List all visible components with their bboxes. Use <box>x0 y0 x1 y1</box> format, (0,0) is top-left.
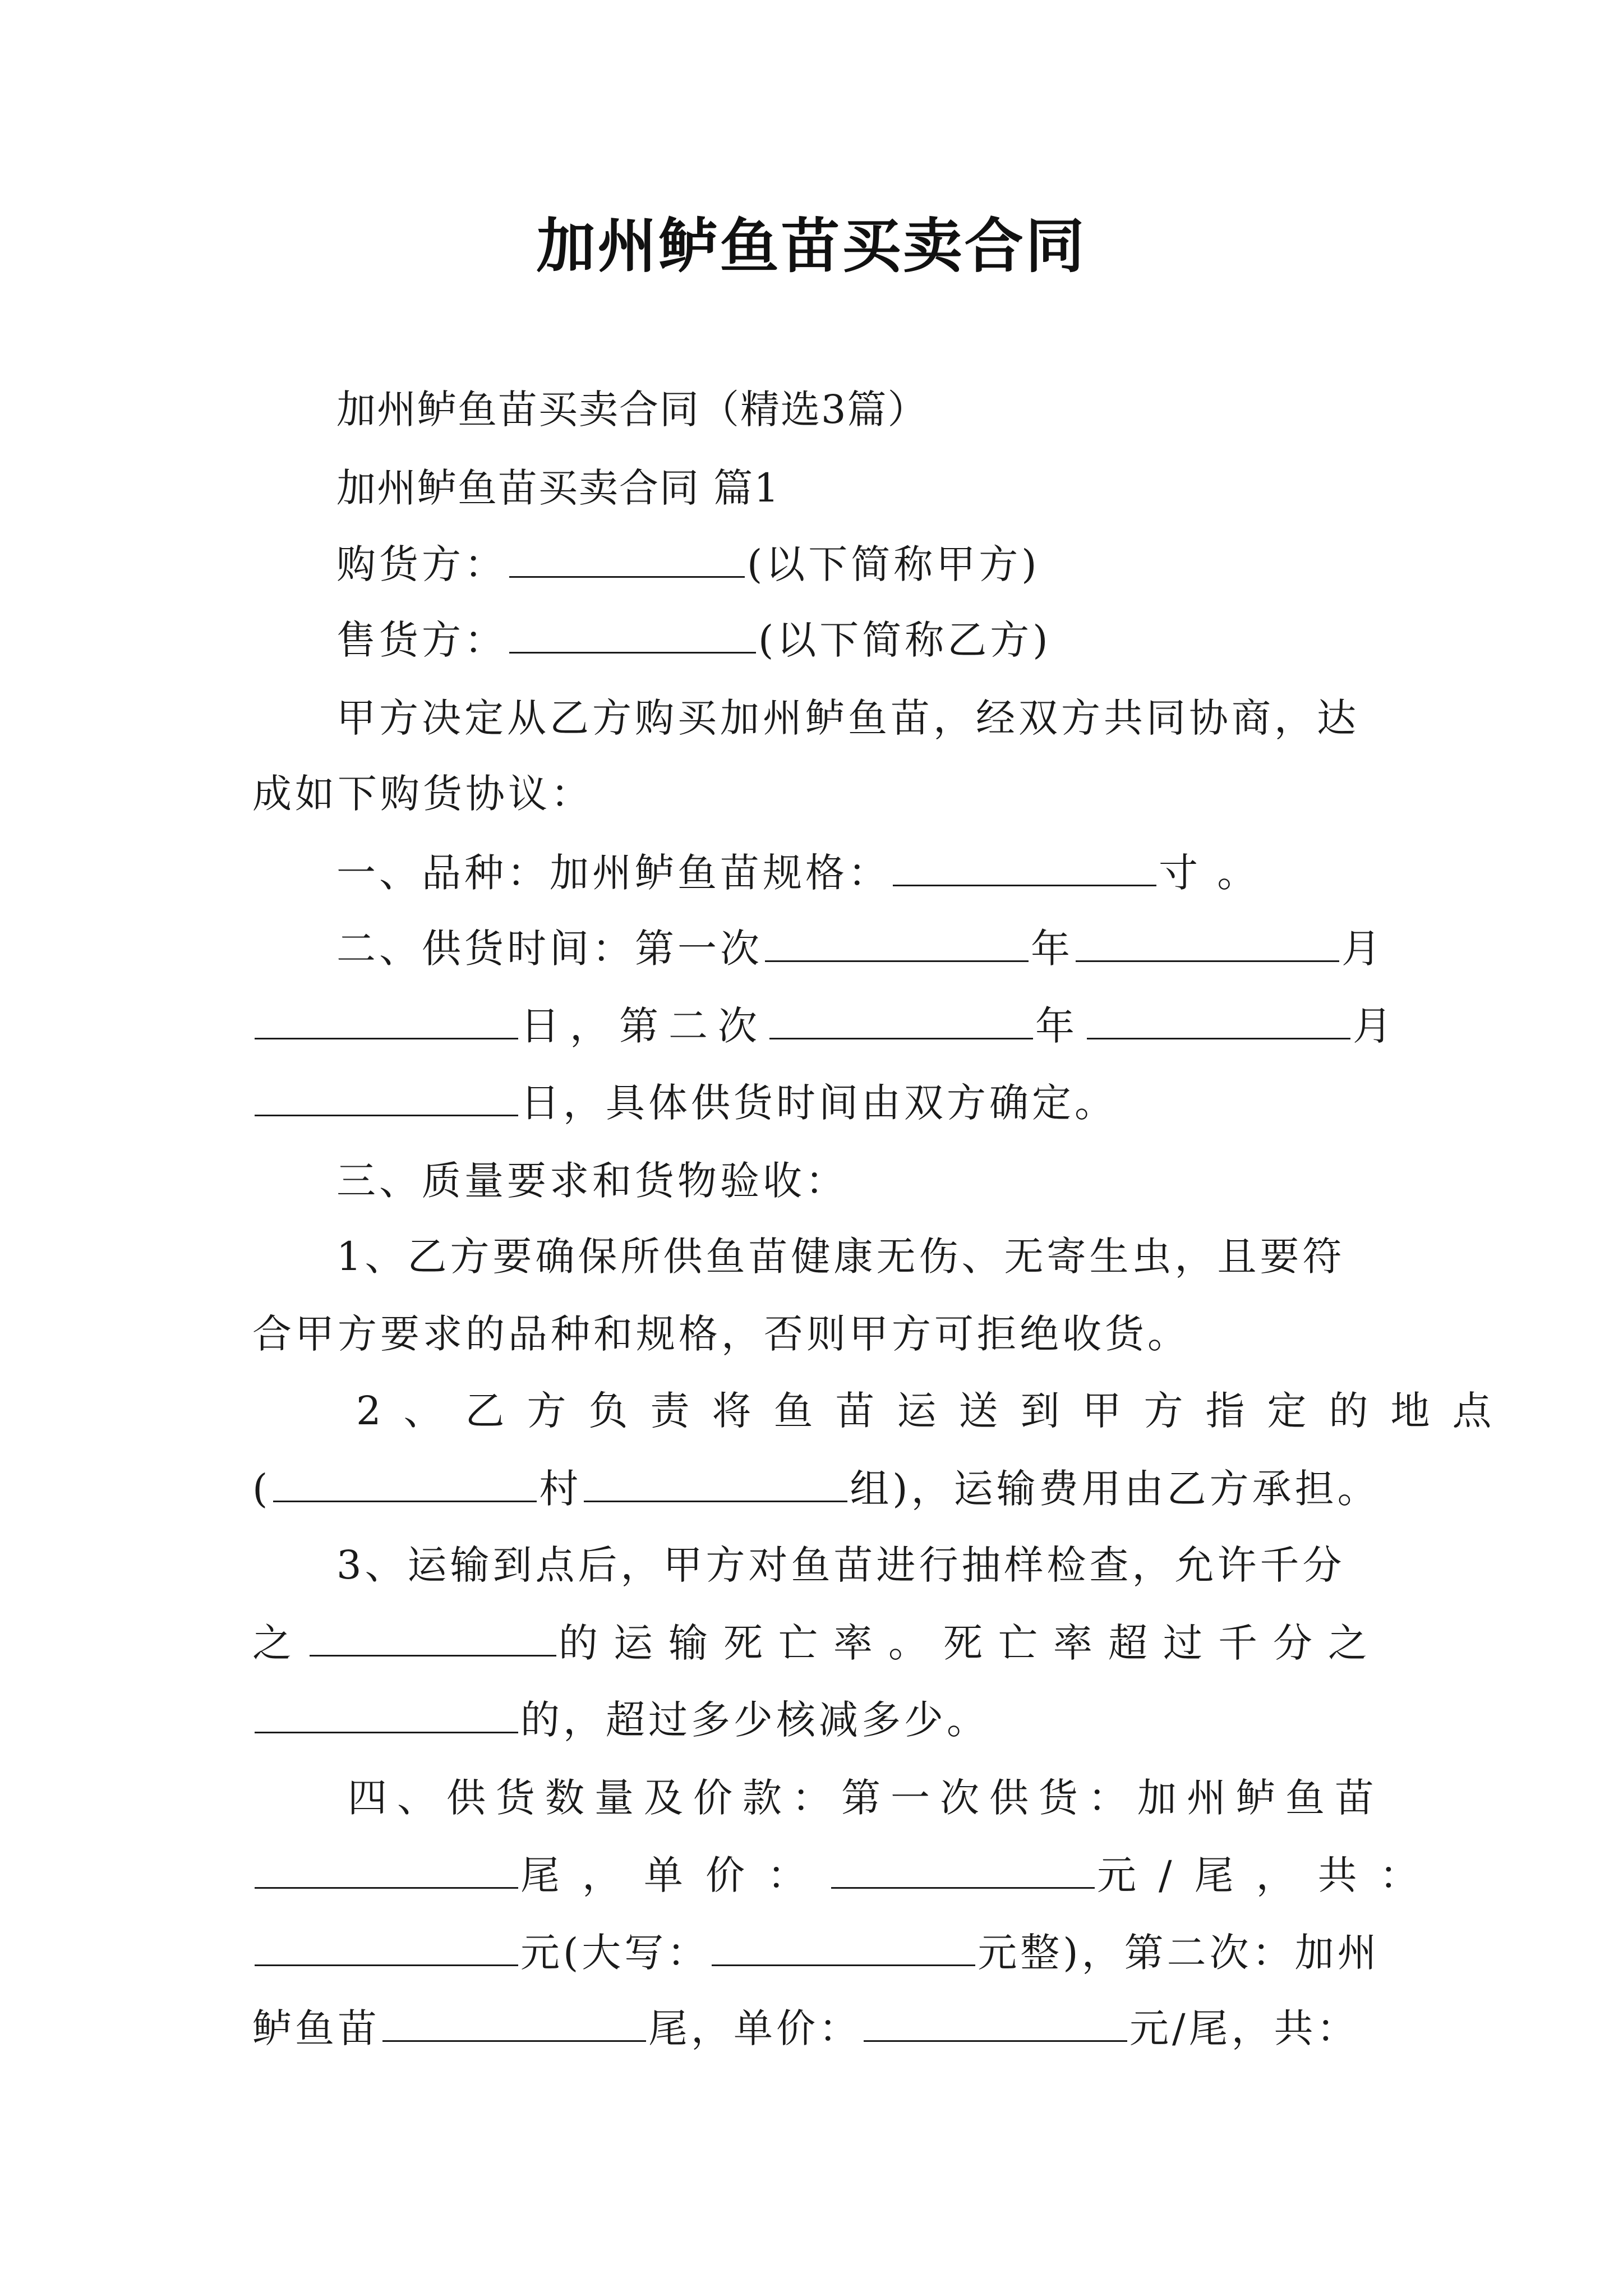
month-blank <box>1076 920 1339 962</box>
text: 之 <box>252 1620 307 1666</box>
unit-price-blank <box>864 2000 1127 2042</box>
text: 四、供货数量及价款：第一次供货：加州鲈鱼苗 <box>348 1775 1384 1821</box>
day-blank <box>255 997 518 1039</box>
text: 组)，运输费用由乙方承担。 <box>850 1466 1380 1512</box>
text: 一、品种：加州鲈鱼苗规格： <box>336 850 891 896</box>
supply-time-line <box>252 1074 1374 1131</box>
village-blank <box>273 1460 537 1502</box>
text: 日，第二次 <box>520 1003 767 1049</box>
paragraph-line <box>252 1306 1374 1362</box>
text: 月 <box>1353 1003 1402 1049</box>
text: 尾，单价： <box>520 1852 829 1898</box>
variety-line <box>336 844 1458 901</box>
section-heading <box>336 1153 1458 1209</box>
year-blank <box>769 997 1033 1039</box>
text: 元(大写： <box>520 1930 710 1976</box>
seller-line <box>336 611 1458 668</box>
text: 寸 。 <box>1159 850 1260 896</box>
text: 加州鲈鱼苗买卖合同 篇1 <box>336 465 780 511</box>
text: 的，超过多少核减多少。 <box>520 1697 989 1743</box>
mortality-line <box>252 1614 1383 1671</box>
buyer-label: 购货方： <box>336 541 507 587</box>
text: 的运输死亡率。死亡率超过千分之 <box>559 1620 1383 1666</box>
unit-price-blank <box>831 1847 1095 1889</box>
quantity-blank <box>255 1847 518 1889</box>
price-line <box>252 2000 1374 2056</box>
text: 3、运输到点后，甲方对鱼苗进行抽样检查，允许千分 <box>336 1542 1345 1588</box>
paragraph-line <box>252 766 1374 822</box>
group-blank <box>584 1460 847 1502</box>
month-blank <box>1087 997 1350 1039</box>
text: 元整)，第二次：加州 <box>978 1930 1380 1976</box>
text: 合甲方要求的品种和规格，否则甲方可拒绝收货。 <box>252 1311 1190 1357</box>
paragraph-line <box>356 1383 1514 1439</box>
text: 元/尾，共： <box>1097 1852 1441 1898</box>
buyer-blank <box>509 536 745 578</box>
text: 三、质量要求和货物验收： <box>336 1158 848 1204</box>
text: 元/尾，共： <box>1129 2005 1359 2051</box>
quantity-blank <box>382 2000 646 2042</box>
text: ( <box>252 1466 271 1512</box>
paragraph-line <box>336 1228 1458 1285</box>
document-title: 加州鲈鱼苗买卖合同 <box>536 211 1087 280</box>
text: 成如下购货协议： <box>252 771 593 817</box>
capital-total-blank <box>712 1924 975 1966</box>
mortality-blank <box>255 1691 518 1733</box>
mortality-line <box>252 1691 1374 1748</box>
price-line <box>252 1847 1441 1903</box>
section-heading <box>336 460 1458 516</box>
paragraph-line <box>336 690 1458 746</box>
text: 月 <box>1341 926 1384 972</box>
seller-blank <box>509 611 756 654</box>
day-blank <box>255 1074 518 1116</box>
buyer-line <box>336 536 1458 592</box>
text: 2、乙方负责将鱼苗运送到甲方指定的地点 <box>356 1388 1514 1434</box>
total-blank <box>255 1924 518 1966</box>
text: 日，具体供货时间由双方确定。 <box>520 1080 1117 1126</box>
supply-time-line <box>252 997 1402 1054</box>
price-line <box>252 1924 1380 1981</box>
text: 尾，单价： <box>648 2005 861 2051</box>
text: 鲈鱼苗 <box>252 2005 380 2051</box>
mortality-blank <box>310 1614 556 1657</box>
section-heading <box>348 1770 1469 1826</box>
seller-label: 售货方： <box>336 617 507 663</box>
text: 二、供货时间：第一次 <box>336 926 763 972</box>
supply-time-line <box>336 920 1458 977</box>
text: 年 <box>1031 926 1073 972</box>
year-blank <box>765 920 1029 962</box>
size-blank <box>893 844 1156 886</box>
text: 村 <box>539 1466 582 1512</box>
buyer-note: (以下简称甲方) <box>747 541 1040 587</box>
text: 甲方决定从乙方购买加州鲈鱼苗，经双方共同协商，达 <box>336 695 1359 741</box>
text: 1、乙方要确保所供鱼苗健康无伤、无寄生虫，且要符 <box>336 1234 1345 1280</box>
text: 加州鲈鱼苗买卖合同（精选3篇） <box>336 386 928 432</box>
location-line <box>252 1460 1380 1517</box>
seller-note: (以下简称乙方) <box>758 617 1052 663</box>
subtitle-line <box>336 381 1458 438</box>
paragraph-line <box>336 1537 1458 1593</box>
text: 年 <box>1035 1003 1085 1049</box>
